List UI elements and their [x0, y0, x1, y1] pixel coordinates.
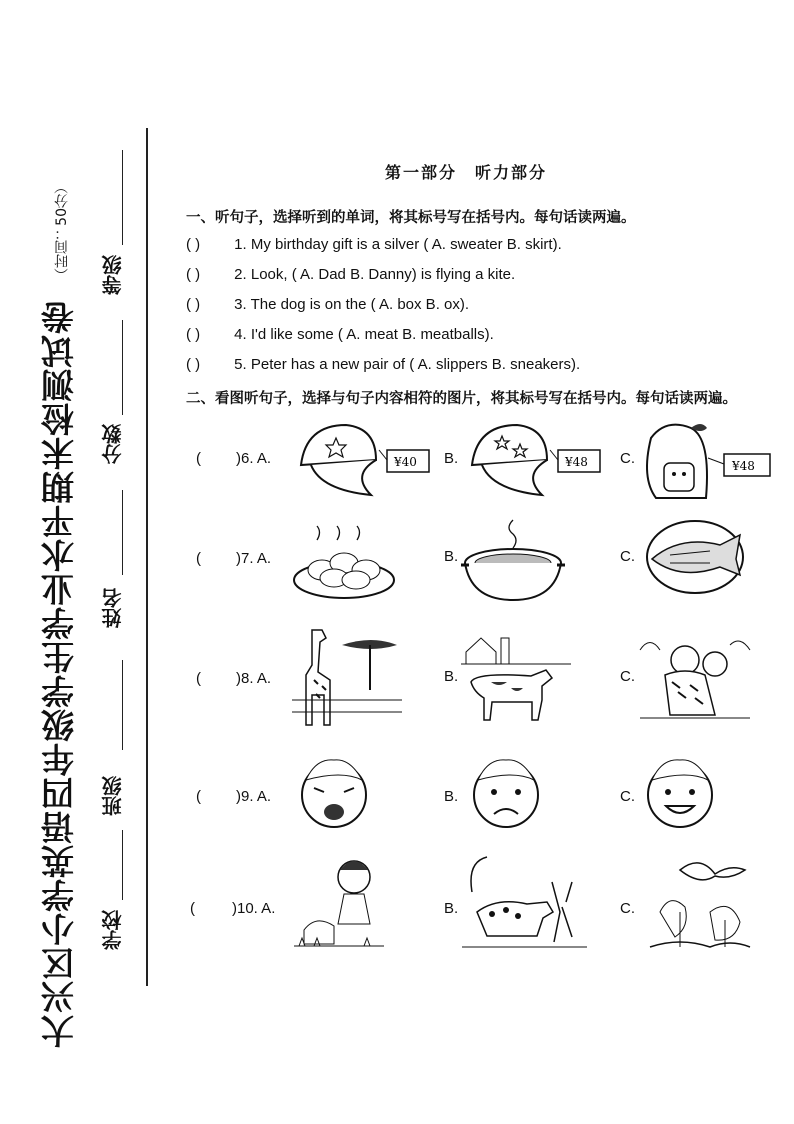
- part-title: 第一部分 听力部分: [385, 163, 548, 182]
- binding-line: [146, 128, 148, 986]
- question-1: [186, 236, 562, 253]
- question-10-label: )10. A.: [232, 900, 276, 917]
- price-tag-a: ¥40: [394, 455, 417, 469]
- option-7-b: B.: [444, 548, 459, 565]
- field-grade: [98, 255, 127, 295]
- section1-heading: 一、听句子，选择听到的单词，将其标号写在括号内。每句话读两遍。: [186, 210, 636, 226]
- boy-garden-icon[interactable]: [294, 852, 384, 952]
- field-score: [98, 424, 127, 464]
- question-6-row: [186, 410, 786, 520]
- price-tag-b: ¥48: [565, 455, 588, 469]
- question-8-row: [186, 620, 786, 730]
- answer-blank-5[interactable]: ( ): [186, 356, 201, 373]
- field-class-label: 班级: [101, 776, 125, 816]
- soup-bowl-icon[interactable]: [461, 515, 571, 605]
- option-9-c: C.: [620, 788, 635, 805]
- answer-blank-8[interactable]: (: [196, 670, 201, 687]
- giraffe-icon[interactable]: [292, 620, 402, 730]
- cap-icon[interactable]: [291, 420, 431, 500]
- field-class: [98, 776, 127, 816]
- backpack-icon[interactable]: [636, 418, 786, 504]
- question-10-row: [186, 850, 786, 960]
- time-note: （时间：50分）: [54, 180, 70, 282]
- field-school-line[interactable]: [122, 830, 123, 900]
- option-10-c: C.: [620, 900, 635, 917]
- question-3: [186, 296, 469, 313]
- answer-blank-6[interactable]: (: [196, 450, 201, 467]
- field-school-label: 学校: [101, 910, 125, 950]
- field-name-line[interactable]: [122, 490, 123, 575]
- field-score-label: 分数: [101, 424, 125, 464]
- answer-blank-1[interactable]: ( ): [186, 236, 201, 253]
- dumplings-icon[interactable]: [292, 518, 402, 603]
- cow-farm-icon[interactable]: [461, 622, 571, 727]
- field-class-line[interactable]: [122, 660, 123, 750]
- question-8-label: )8. A.: [236, 670, 272, 687]
- leopards-icon[interactable]: [462, 852, 587, 952]
- happy-face-icon[interactable]: [640, 750, 720, 840]
- option-8-b: B.: [444, 668, 459, 685]
- answer-blank-3[interactable]: ( ): [186, 296, 201, 313]
- bird-flowers-icon[interactable]: [640, 852, 750, 952]
- question-3-text: 3. The dog is on the ( A. box B. ox).: [234, 296, 470, 313]
- exam-title: 大兴区小学英语四年级学生学业水平期末检测试卷: [40, 300, 79, 1048]
- field-score-line[interactable]: [122, 320, 123, 415]
- answer-blank-2[interactable]: ( ): [186, 266, 201, 283]
- answer-blank-10[interactable]: (: [190, 900, 195, 917]
- fish-plate-icon[interactable]: [640, 515, 750, 600]
- option-10-b: B.: [444, 900, 459, 917]
- question-1-text: 1. My birthday gift is a silver ( A. sweater B. skirt).: [234, 236, 562, 253]
- question-7-label: )7. A.: [236, 550, 272, 567]
- cap-stars-icon[interactable]: [462, 420, 602, 500]
- question-4-text: 4. I'd like some ( A. meat B. meatballs).: [234, 326, 494, 343]
- answer-blank-9[interactable]: (: [196, 788, 201, 805]
- option-7-c: C.: [620, 548, 635, 565]
- option-6-c: C.: [620, 450, 635, 467]
- question-6-label: )6. A.: [236, 450, 272, 467]
- field-grade-line[interactable]: [122, 150, 123, 245]
- question-2: [186, 266, 515, 283]
- field-name-label: 姓名: [101, 588, 125, 628]
- price-tag-c: ¥48: [732, 459, 755, 473]
- angry-face-icon[interactable]: [294, 750, 374, 840]
- option-8-c: C.: [620, 668, 635, 685]
- section2-heading: 二、看图听句子，选择与句子内容相符的图片，将其标号写在括号内。每句话读两遍。: [186, 391, 737, 407]
- tigers-icon[interactable]: [640, 630, 750, 725]
- field-school: [98, 910, 127, 950]
- field-name: [98, 588, 127, 628]
- sad-face-icon[interactable]: [466, 750, 546, 840]
- question-5: [186, 356, 580, 373]
- option-6-b: B.: [444, 450, 459, 467]
- answer-blank-4[interactable]: ( ): [186, 326, 201, 343]
- question-5-text: 5. Peter has a new pair of ( A. slippers B. sneakers).: [234, 356, 581, 373]
- question-2-text: 2. Look, ( A. Dad B. Danny) is flying a kite.: [234, 266, 516, 283]
- option-9-b: B.: [444, 788, 459, 805]
- question-9-label: )9. A.: [236, 788, 272, 805]
- question-7-row: [186, 510, 786, 620]
- field-grade-label: 等级: [101, 255, 125, 295]
- answer-blank-7[interactable]: (: [196, 550, 201, 567]
- question-4: [186, 326, 494, 343]
- question-9-row: [186, 742, 786, 852]
